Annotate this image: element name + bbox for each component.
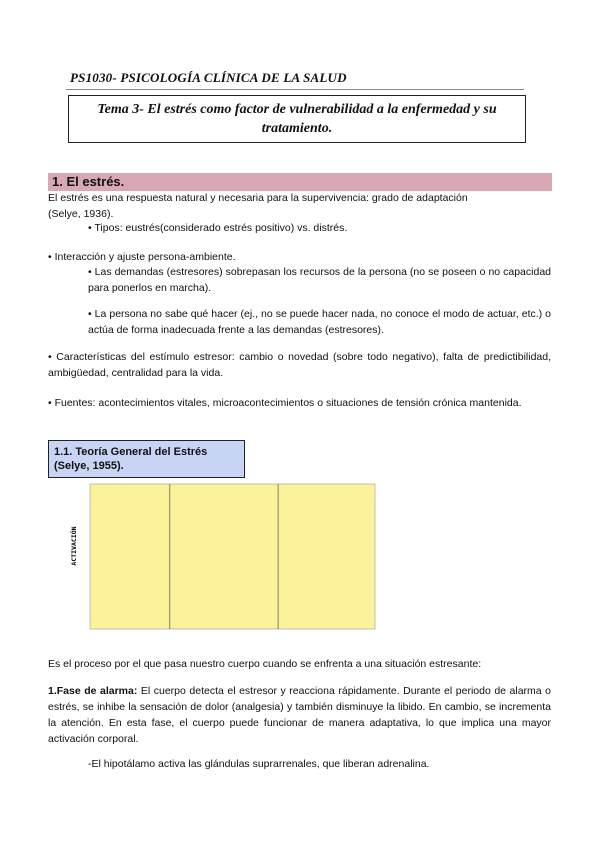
bullet-caracteristicas: • Características del estímulo estresor: cambio o novedad (sobre todo negativo), falta de predictibilidad, ambigüedad, centralidad para la vida.	[48, 351, 551, 379]
header-divider	[66, 89, 524, 90]
hypothalamus-note: -El hipotálamo activa las glándulas suprarrenales, que liberan adrenalina.	[88, 758, 430, 770]
bullet-fuentes: • Fuentes: acontecimientos vitales, microacontecimientos o situaciones de tensión crónica mantenida.	[48, 397, 522, 409]
bullet-interaccion: • Interacción y ajuste persona-ambiente.	[48, 251, 236, 263]
subsection-heading-box	[48, 440, 245, 478]
intro-line-1: El estrés es una respuesta natural y necesaria para la supervivencia: grado de adaptación	[48, 192, 468, 204]
bullet-demandas: • Las demandas (estresores) sobrepasan los recursos de la persona (no se poseen o no capacidad para ponerlos en marcha).	[88, 266, 551, 294]
y-axis-label: ACTIVACIÓN	[70, 526, 78, 566]
bullet-no-sabe: • La persona no sabe qué hacer (ej., no se puede hacer nada, no conoce el modo de actuar, etc.) o actúa de forma inadecuada frente a las demandas (estresores).	[88, 308, 551, 336]
bullet-tipos: • Tipos: eustrés(considerado estrés positivo) vs. distrés.	[88, 222, 348, 234]
course-title: PS1030- PSICOLOGÍA CLÍNICA DE LA SALUD	[70, 70, 347, 85]
subsection-title-line-1: 1.1. Teoría General del Estrés	[54, 446, 208, 458]
topic-title-box	[68, 95, 526, 143]
topic-title-line-2: tratamiento.	[261, 121, 333, 136]
general-adaptation-syndrome-chart	[60, 478, 390, 648]
alarm-phase-label: 1.Fase de alarma:	[48, 685, 138, 697]
alarm-phase-paragraph	[48, 683, 551, 747]
alarm-phase-text: El cuerpo detecta el estresor y reacciona rápidamente. Durante el periodo de alarma o estrés, se inhibe la sensación de dolor (analgesia) y también disminuye la libido. En cambio, se incrementa la atención. En esta fase, el cuerpo puede funcionar de manera adaptativa, lo que implica una mayor activación corporal.	[48, 685, 551, 745]
topic-title-line-1: Tema 3- El estrés como factor de vulnerabilidad a la enfermedad y su	[97, 102, 497, 117]
process-intro: Es el proceso por el que pasa nuestro cuerpo cuando se enfrenta a una situación estresante:	[48, 658, 482, 670]
intro-line-2: (Selye, 1936).	[48, 208, 114, 220]
plot-background	[90, 484, 375, 629]
section-heading: 1. El estrés.	[52, 174, 125, 189]
subsection-title-line-2: (Selye, 1955).	[54, 460, 124, 472]
